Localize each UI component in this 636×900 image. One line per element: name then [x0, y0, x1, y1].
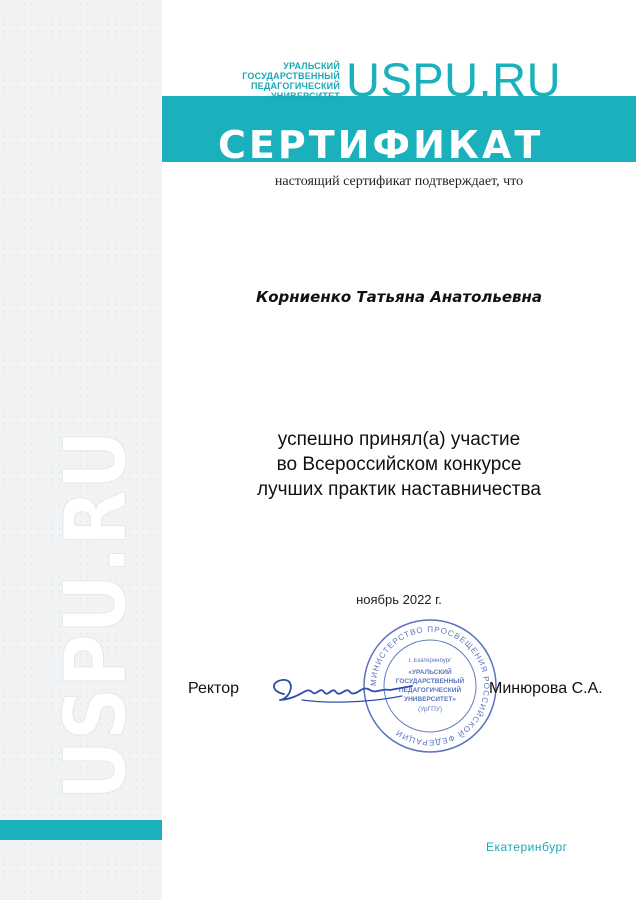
achievement-line: во Всероссийском конкурсе — [276, 454, 522, 475]
achievement-text — [162, 427, 636, 502]
university-name-line: ГОСУДАРСТВЕННЫЙ — [242, 71, 340, 81]
achievement-line: успешно принял(а) участие — [277, 429, 521, 450]
seal-inner-line: «УРАЛЬСКИЙ — [408, 669, 452, 676]
confirmation-text: настоящий сертификат подтверждает, что — [274, 174, 524, 189]
seal-city: г. Екатеринбург — [408, 658, 452, 664]
achievement-line: лучших практик наставничества — [257, 479, 541, 500]
university-name-line: УРАЛЬСКИЙ — [283, 61, 340, 71]
certificate-title: СЕРТИФИКАТ — [218, 123, 544, 167]
seal-inner-line: (УрГПУ) — [417, 706, 443, 713]
university-name-line: ПЕДАГОГИЧЕСКИЙ — [251, 81, 340, 91]
university-name — [214, 61, 340, 101]
vertical-logo-text: USPU.RU — [46, 366, 146, 800]
seal-inner-line: ПЕДАГОГИЧЕСКИЙ — [398, 687, 462, 694]
rector-name: Минюрова С.А. — [489, 680, 603, 697]
recipient-name: Корниенко Татьяна Анатольевна — [255, 288, 542, 306]
university-name-line: УНИВЕРСИТЕТ — [270, 91, 340, 101]
seal-inner-line: ГОСУДАРСТВЕННЫЙ — [395, 678, 465, 685]
rector-signature — [262, 664, 422, 714]
rector-label: Ректор — [188, 680, 239, 697]
seal-inner-line: УНИВЕРСИТЕТ» — [404, 696, 456, 703]
vertical-logo-watermark — [30, 366, 150, 800]
seal-outer-text: МИНИСТЕРСТВО ПРОСВЕЩЕНИЯ РОССИЙСКОЙ ФЕДЕРАЦИИ — [368, 624, 492, 748]
issue-date: ноябрь 2022 г. — [356, 592, 442, 607]
footer-city: Екатеринбург — [486, 840, 568, 854]
left-accent-stripe — [0, 820, 162, 840]
site-logo: USPU.RU — [346, 53, 562, 106]
